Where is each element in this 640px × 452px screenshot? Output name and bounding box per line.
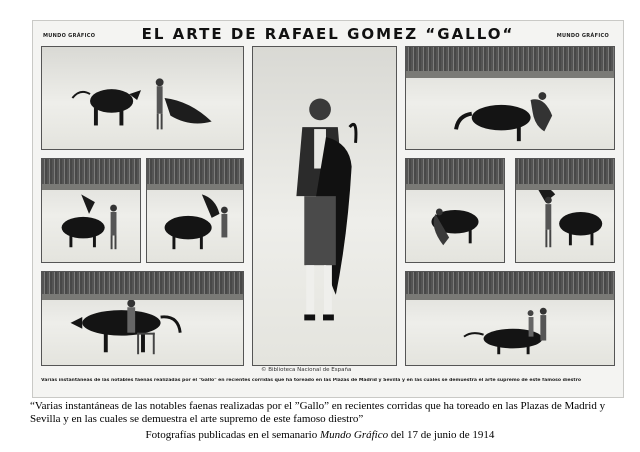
publication-line [0, 429, 640, 441]
photo-arena-bottom-right [405, 271, 615, 366]
photo-bull-cape-top-left [41, 46, 244, 150]
arena-scene [406, 272, 614, 365]
magazine-page [32, 20, 624, 398]
photo-chair-bottom-left [41, 271, 244, 366]
caption-quote: “Varias instantáneas de las notables faenas realizadas por el ”Gallo” en recientes corridas que ha toreado en las Plazas de Madrid y Sevilla y en las cuales se demuestra el arte supremo de este famoso diestro” [30, 400, 606, 425]
pub-prefix: Fotografías publicadas en el semanario [145, 429, 320, 441]
small-right-2-scene [516, 159, 614, 262]
library-credit: © Biblioteca Nacional de España [261, 367, 352, 373]
pub-suffix: del 17 de junio de 1914 [388, 429, 495, 441]
photo-bull-charge-top-right [405, 46, 615, 150]
photo-small-right-2 [515, 158, 615, 263]
photo-small-right-1 [405, 158, 505, 263]
photo-small-left-2 [146, 158, 244, 263]
page-title: EL ARTE DE RAFAEL GOMEZ “GALLO“ [141, 25, 515, 43]
bull-charge-scene [406, 47, 614, 149]
chair-scene [42, 272, 243, 365]
masthead-right: MUNDO GRÁFICO [556, 33, 609, 39]
print-caption: Varias instantáneas de las notables faenas realizadas por el "Gallo" en recientes corridas que ha toreado en las Plazas de Madrid y Sevilla y en las cuales se demuestra el arte supremo de este famoso diestro [41, 378, 582, 383]
bull-cape-scene [42, 47, 243, 149]
small-left-1-scene [42, 159, 140, 262]
small-right-1-scene [406, 159, 504, 262]
photo-torero-portrait [252, 46, 397, 366]
small-left-2-scene [147, 159, 243, 262]
torero-figure [253, 47, 396, 365]
photo-small-left-1 [41, 158, 141, 263]
magazine-name: Mundo Gráfico [319, 429, 389, 441]
masthead-left: MUNDO GRÁFICO [43, 33, 96, 39]
